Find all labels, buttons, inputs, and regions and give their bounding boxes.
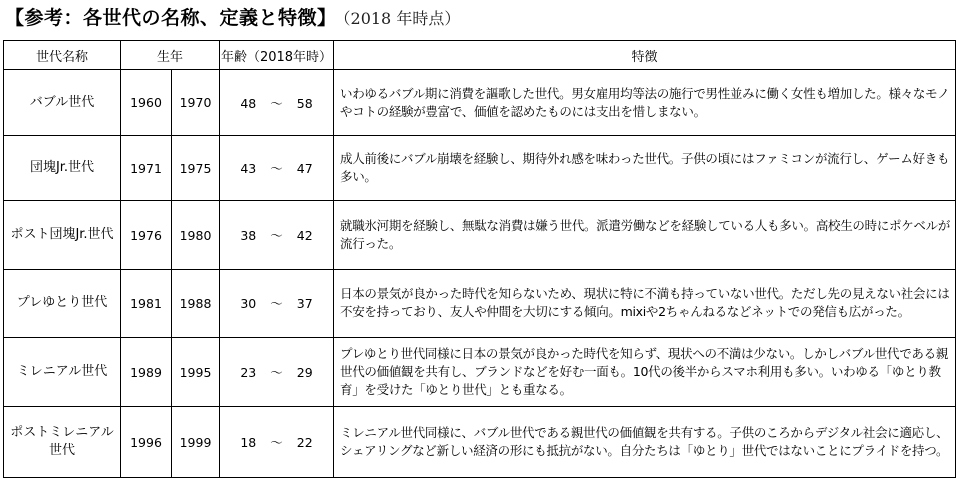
age-range (220, 270, 334, 338)
tilde: ～ (270, 228, 283, 244)
tilde: ～ (270, 296, 283, 312)
title-subtitle: （2018 年時点） (342, 9, 461, 28)
age-from: 30 (240, 296, 257, 312)
age-range (220, 135, 334, 201)
birth-year-to: 1980 (172, 201, 220, 270)
generation-table (3, 40, 956, 478)
header-features: 特徴 (334, 41, 956, 70)
table-row (4, 407, 956, 478)
table-row (4, 135, 956, 201)
age-from: 38 (240, 228, 257, 244)
age-to: 42 (296, 228, 313, 244)
birth-year-to: 1970 (172, 70, 220, 136)
age-from: 23 (240, 365, 257, 380)
tilde: ～ (270, 161, 283, 177)
birth-year-from: 1981 (121, 270, 172, 338)
table-row (4, 337, 956, 407)
page-title (5, 3, 460, 33)
table-row (4, 70, 956, 136)
age-range (220, 201, 334, 270)
features-text: プレゆとり世代同様に日本の景気が良かった時代を知らず、現状への不満は少ない。しかしバブル世代である親世代の価値観を共有し、ブランドなどを好む一面も。10代の後半からスマホ利用も多い。いわゆる「ゆとり教育」を受けた「ゆとり世代」とも重なる。 (334, 337, 956, 407)
age-from: 18 (240, 435, 257, 451)
tilde: ～ (270, 95, 283, 111)
age-to: 29 (296, 365, 313, 380)
age-to: 37 (296, 296, 313, 312)
birth-year-to: 1988 (172, 270, 220, 338)
header-birth-year: 生年 (121, 41, 220, 70)
features-text: 日本の景気が良かった時代を知らないため、現状に特に不満も持っていない世代。ただし先の見えない社会には不安を持っており、友人や仲間を大切にする傾向。mixiや2ちゃんねるなどネットでの発信も広がった。 (334, 270, 956, 338)
generation-name: プレゆとり世代 (4, 270, 121, 338)
generation-name: ミレニアル世代 (4, 337, 121, 407)
tilde: ～ (270, 435, 283, 451)
age-range (220, 337, 334, 407)
table-row (4, 270, 956, 338)
tilde: ～ (270, 365, 283, 380)
birth-year-to: 1975 (172, 135, 220, 201)
features-text: 就職氷河期を経験し、無駄な消費は嫌う世代。派遣労働などを経験している人も多い。高校生の時にポケベルが流行った。 (334, 201, 956, 270)
title-main: 【参考：各世代の名称、定義と特徴】 (5, 7, 337, 29)
age-range (220, 407, 334, 478)
birth-year-from: 1960 (121, 70, 172, 136)
header-age: 年齢（2018年時） (220, 41, 334, 70)
generation-name: 団塊Jr.世代 (4, 135, 121, 201)
birth-year-from: 1989 (121, 337, 172, 407)
features-text: 成人前後にバブル崩壊を経験し、期待外れ感を味わった世代。子供の頃にはファミコンが流行し、ゲーム好きも多い。 (334, 135, 956, 201)
features-text: いわゆるバブル期に消費を謳歌した世代。男女雇用均等法の施行で男性並みに働く女性も増加した。様々なモノやコトの経験が豊富で、価値を認めたものには支出を惜しまない。 (334, 70, 956, 136)
age-to: 58 (296, 95, 313, 111)
birth-year-to: 1999 (172, 407, 220, 478)
age-from: 43 (240, 161, 257, 177)
generation-name: ポストミレニアル世代 (4, 407, 121, 478)
birth-year-to: 1995 (172, 337, 220, 407)
birth-year-from: 1971 (121, 135, 172, 201)
birth-year-from: 1996 (121, 407, 172, 478)
birth-year-from: 1976 (121, 201, 172, 270)
age-to: 22 (296, 435, 313, 451)
generation-name: ポスト団塊Jr.世代 (4, 201, 121, 270)
table-header-row (4, 41, 956, 70)
header-generation-name: 世代名称 (4, 41, 121, 70)
age-range (220, 70, 334, 136)
features-text: ミレニアル世代同様に、バブル世代である親世代の価値観を共有する。子供のころからデジタル社会に適応し、シェアリングなど新しい経済の形にも抵抗がない。自分たちは「ゆとり」世代ではないことにプライドを持つ。 (334, 407, 956, 478)
age-to: 47 (296, 161, 313, 177)
table-row (4, 201, 956, 270)
generation-name: バブル世代 (4, 70, 121, 136)
age-from: 48 (240, 95, 257, 111)
